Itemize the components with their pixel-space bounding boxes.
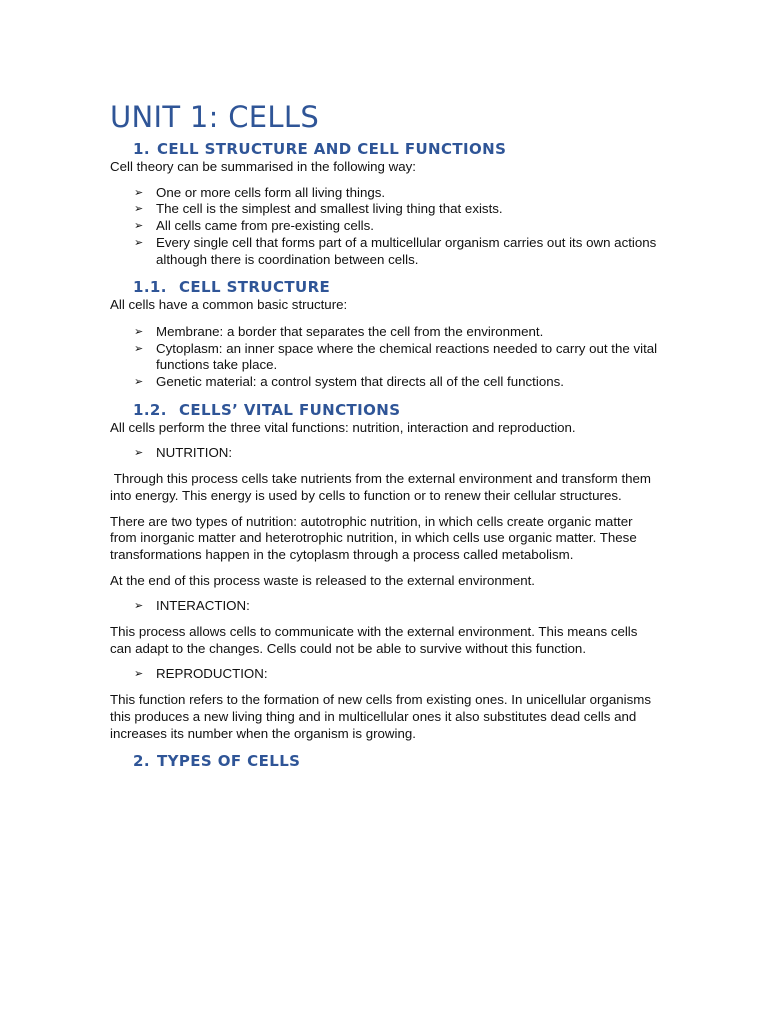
paragraph: All cells perform the three vital functions: nutrition, interaction and reproduction.: [110, 419, 576, 435]
list-item-interaction: ➢ INTERACTION:: [134, 598, 250, 614]
list-item: ➢ Genetic material: a control system that directs all of the cell functions.: [134, 374, 564, 390]
paragraph: At the end of this process waste is released to the external environment.: [110, 572, 535, 588]
bullet-list: [110, 666, 658, 683]
section-heading-1-1: [133, 277, 658, 297]
list-item: ➢ Cytoplasm: an inner space where the chemical reactions needed to carry out the vital functions take place.: [134, 340, 658, 373]
arrow-bullet-icon: ➢: [134, 668, 144, 681]
arrow-bullet-icon: ➢: [134, 447, 144, 460]
paragraph: Through this process cells take nutrients from the external environment and transform them into energy. This energy is used by cells to function or to renew their cellular structures.: [110, 471, 655, 503]
list-item: ➢ Every single cell that forms part of a multicellular organism carries out its own actions although there is coordination between cells.: [134, 234, 657, 267]
section-title: CELL STRUCTURE AND CELL FUNCTIONS: [157, 140, 507, 158]
section-title: TYPES OF CELLS: [157, 752, 301, 771]
bullet-list: [110, 185, 658, 269]
section-heading-2: [133, 751, 658, 771]
arrow-bullet-icon: ➢: [134, 600, 144, 613]
section-number: 1.1.: [133, 278, 167, 297]
document-page: [110, 98, 658, 771]
bullet-list: [110, 445, 658, 462]
section-heading-1-2: [133, 400, 658, 420]
arrow-bullet-icon: ➢: [134, 186, 144, 199]
arrow-bullet-icon: ➢: [134, 325, 144, 338]
section-heading-1: [133, 139, 658, 159]
list-item: ➢ One or more cells form all living things.: [134, 184, 386, 200]
paragraph: There are two types of nutrition: autotrophic nutrition, in which cells create organic matter from inorganic matter and heterotrophic nutrition, in which cells use organic matter. These transformations happen in the cytoplasm through a process called metabolism.: [110, 513, 637, 562]
section-title: CELL STRUCTURE: [179, 278, 331, 297]
paragraph: All cells have a common basic structure:: [110, 297, 348, 313]
list-item-reproduction: ➢ REPRODUCTION:: [134, 666, 268, 682]
list-item: ➢ All cells came from pre-existing cells.: [134, 218, 374, 234]
unit-title: UNIT 1: CELLS: [110, 100, 320, 134]
list-item: ➢ Membrane: a border that separates the cell from the environment.: [134, 323, 544, 339]
list-item: ➢ The cell is the simplest and smallest living thing that exists.: [134, 201, 503, 217]
paragraph: Cell theory can be summarised in the following way:: [110, 159, 416, 174]
bullet-list: [110, 324, 658, 391]
section-number: 1.: [133, 140, 150, 158]
list-item-nutrition: ➢ NUTRITION:: [134, 445, 233, 461]
arrow-bullet-icon: ➢: [134, 376, 144, 389]
paragraph: This process allows cells to communicate with the external environment. This means cells can adapt to the changes. Cells could not be able to survive without this function.: [110, 624, 638, 656]
bullet-list: [110, 598, 658, 615]
arrow-bullet-icon: ➢: [134, 236, 144, 249]
section-number: 1.2.: [133, 400, 167, 419]
arrow-bullet-icon: ➢: [134, 342, 144, 355]
section-number: 2.: [133, 752, 150, 771]
section-title: CELLS’ VITAL FUNCTIONS: [179, 400, 401, 419]
arrow-bullet-icon: ➢: [134, 203, 144, 216]
paragraph: This function refers to the formation of new cells from existing ones. In unicellular organisms this produces a new living thing and in multicellular ones it also substitutes dead cells and increases its number when the organism is growing.: [110, 692, 651, 741]
arrow-bullet-icon: ➢: [134, 220, 144, 233]
